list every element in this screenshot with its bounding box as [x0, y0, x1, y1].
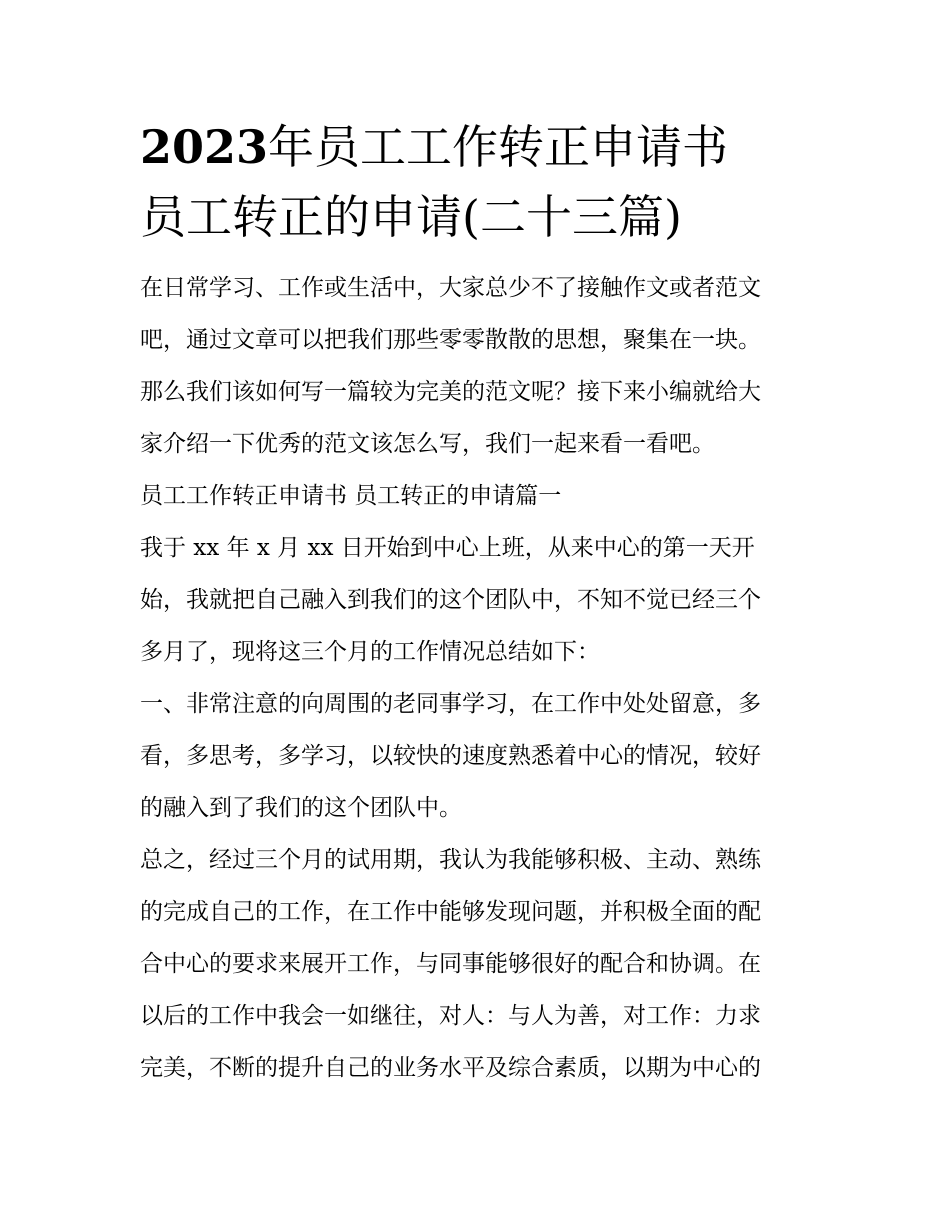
paragraph-line: 的完成自己的工作，在工作中能够发现问题，并积极全面的配: [140, 899, 761, 925]
paragraph-line: 以后的工作中我会一如继往，对人：与人为善，对工作：力求: [140, 1003, 761, 1029]
paragraph-line: 看，多思考，多学习，以较快的速度熟悉着中心的情况，较好: [140, 743, 761, 769]
title-line-1-text: 年员工工作转正申请书: [268, 120, 729, 174]
paragraph-line: 完美，不断的提升自己的业务水平及综合素质，以期为中心的: [140, 1055, 761, 1081]
section-heading: [140, 470, 812, 522]
title-line-2: 员工转正的申请(二十三篇): [140, 190, 682, 244]
title-line-1: [140, 112, 812, 182]
paragraph-line: 我于 xx 年 x 月 xx 日开始到中心上班，从来中心的第一天开: [140, 535, 755, 561]
paragraph-line: 吧，通过文章可以把我们那些零零散散的思想，聚集在一块。: [140, 327, 761, 353]
title-year: 2023: [140, 120, 269, 174]
paragraph-line: 始，我就把自己融入到我们的这个团队中，不知不觉已经三个: [140, 587, 761, 613]
paragraph-intro: [140, 262, 812, 470]
paragraph-line: 的融入到了我们的这个团队中。: [140, 795, 462, 821]
paragraph-line: 多月了，现将这三个月的工作情况总结如下：: [140, 639, 600, 665]
paragraph-line: 合中心的要求来展开工作，与同事能够很好的配合和协调。在: [140, 951, 761, 977]
paragraph-line: 家介绍一下优秀的范文该怎么写，我们一起来看一看吧。: [140, 431, 715, 457]
paragraph-line: 一、非常注意的向周围的老同事学习，在工作中处处留意，多: [140, 691, 761, 717]
paragraph-line: 在日常学习、工作或生活中，大家总少不了接触作文或者范文: [140, 275, 761, 301]
document-content: [140, 112, 812, 1094]
paragraph-line: 总之，经过三个月的试用期，我认为我能够积极、主动、熟练: [140, 847, 761, 873]
paragraph-line: 那么我们该如何写一篇较为完美的范文呢？接下来小编就给大: [140, 379, 761, 405]
paragraph-start-date: [140, 522, 812, 678]
document-body: [140, 262, 812, 1094]
document-title: [140, 112, 812, 252]
paragraph-summary: [140, 834, 812, 1094]
section-heading-text: 员工工作转正申请书 员工转正的申请篇一: [140, 483, 562, 509]
paragraph-point-one: [140, 678, 812, 834]
